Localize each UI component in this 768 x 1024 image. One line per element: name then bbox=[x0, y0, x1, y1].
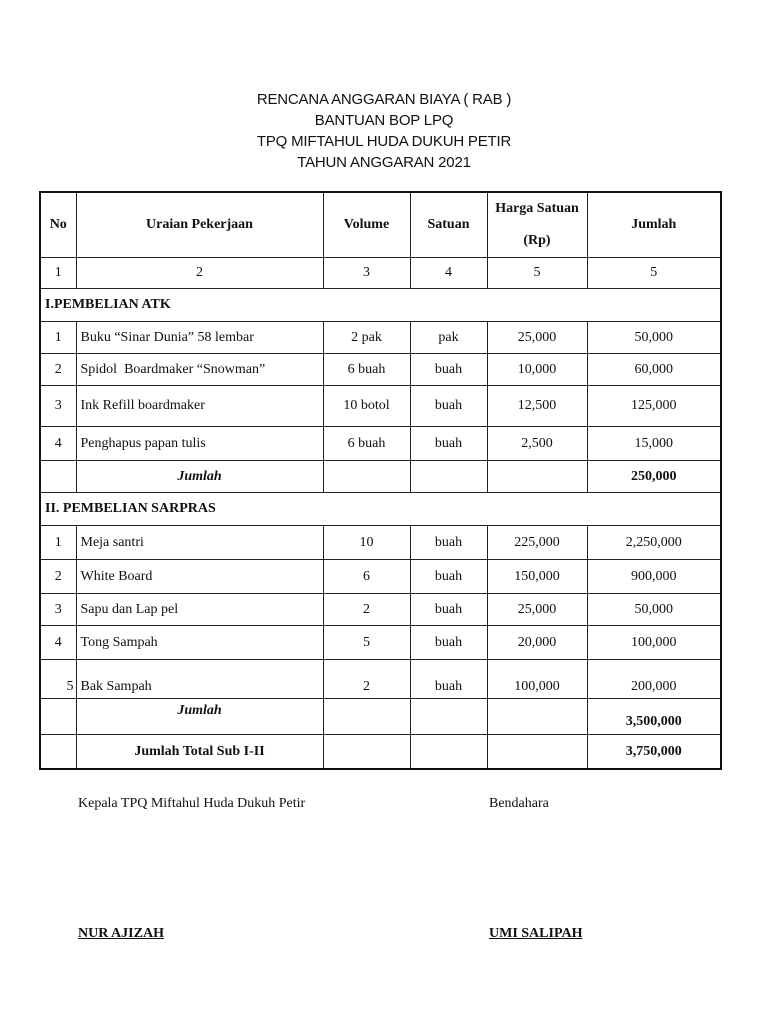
table-row bbox=[40, 427, 721, 461]
cell-jumlah: 2,250,000 bbox=[587, 526, 721, 560]
col-header-harga-line1: Harga Satuan bbox=[495, 201, 579, 216]
cell-jumlah: 125,000 bbox=[587, 386, 721, 427]
cell-satuan: buah bbox=[410, 626, 487, 660]
cell-jumlah: 900,000 bbox=[587, 560, 721, 594]
cell-volume: 5 bbox=[323, 626, 410, 660]
table-header-row bbox=[40, 192, 721, 258]
cell-no: 1 bbox=[40, 322, 76, 354]
cell-satuan: buah bbox=[410, 660, 487, 699]
cell-uraian: Penghapus papan tulis bbox=[76, 427, 323, 461]
cell-jumlah: 50,000 bbox=[587, 322, 721, 354]
cell-uraian: Sapu dan Lap pel bbox=[76, 594, 323, 626]
cell-jumlah: 100,000 bbox=[587, 626, 721, 660]
cell-harga: 225,000 bbox=[487, 526, 587, 560]
cell-uraian: Buku “Sinar Dunia” 58 lembar bbox=[76, 322, 323, 354]
cell-empty bbox=[487, 699, 587, 735]
cell-jumlah: 200,000 bbox=[587, 660, 721, 699]
grand-total-label: Jumlah Total Sub I-II bbox=[76, 735, 323, 770]
title-line-1: RENCANA ANGGARAN BIAYA ( RAB ) bbox=[256, 91, 512, 108]
col-header-jumlah: Jumlah bbox=[587, 192, 721, 258]
cell-no: 3 bbox=[40, 386, 76, 427]
subtotal-value: 250,000 bbox=[587, 461, 721, 493]
cell-uraian: Tong Sampah bbox=[76, 626, 323, 660]
title-line-4: TAHUN ANGGARAN 2021 bbox=[297, 154, 471, 171]
section-title: I.PEMBELIAN ATK bbox=[40, 289, 721, 322]
table-row bbox=[40, 322, 721, 354]
cell-harga: 25,000 bbox=[487, 594, 587, 626]
cell-uraian: Ink Refill boardmaker bbox=[76, 386, 323, 427]
cell-empty bbox=[40, 735, 76, 770]
signature-left-name: NUR AJIZAH bbox=[78, 926, 164, 941]
cell-empty bbox=[323, 461, 410, 493]
col-header-uraian: Uraian Pekerjaan bbox=[76, 192, 323, 258]
cell-volume: 6 buah bbox=[323, 354, 410, 386]
subtotal-value: 3,500,000 bbox=[587, 699, 721, 735]
cell-volume: 6 buah bbox=[323, 427, 410, 461]
subtotal-row-atk bbox=[40, 461, 721, 493]
subtotal-row-sarpras bbox=[40, 699, 721, 735]
cell-satuan: pak bbox=[410, 322, 487, 354]
cell-satuan: buah bbox=[410, 386, 487, 427]
cell-empty bbox=[410, 699, 487, 735]
cell-empty bbox=[323, 699, 410, 735]
grand-total-row bbox=[40, 735, 721, 770]
cell-satuan: buah bbox=[410, 560, 487, 594]
cell-volume: 2 bbox=[323, 660, 410, 699]
cell-volume: 2 bbox=[323, 594, 410, 626]
budget-table bbox=[39, 191, 722, 770]
cell-volume: 2 pak bbox=[323, 322, 410, 354]
cell-uraian: Spidol Boardmaker “Snowman” bbox=[76, 354, 323, 386]
col-header-harga bbox=[487, 192, 587, 258]
cell-uraian: Bak Sampah bbox=[76, 660, 323, 699]
cell-harga: 100,000 bbox=[487, 660, 587, 699]
cell-empty bbox=[410, 461, 487, 493]
cell-satuan: buah bbox=[410, 526, 487, 560]
table-row bbox=[40, 594, 721, 626]
cell-empty bbox=[40, 461, 76, 493]
cell-harga: 10,000 bbox=[487, 354, 587, 386]
cell-no: 4 bbox=[40, 427, 76, 461]
table-row bbox=[40, 526, 721, 560]
cell-satuan: buah bbox=[410, 594, 487, 626]
cell-jumlah: 50,000 bbox=[587, 594, 721, 626]
table-row bbox=[40, 660, 721, 699]
cell-no: 3 bbox=[40, 594, 76, 626]
col-number: 2 bbox=[76, 258, 323, 289]
subtotal-label: Jumlah bbox=[76, 699, 323, 735]
table-row bbox=[40, 560, 721, 594]
cell-uraian: White Board bbox=[76, 560, 323, 594]
cell-harga: 150,000 bbox=[487, 560, 587, 594]
signature-right-name: UMI SALIPAH bbox=[489, 926, 583, 941]
document-title bbox=[0, 89, 768, 173]
cell-jumlah: 60,000 bbox=[587, 354, 721, 386]
title-line-3: TPQ MIFTAHUL HUDA DUKUH PETIR bbox=[256, 133, 512, 150]
cell-empty bbox=[410, 735, 487, 770]
cell-harga: 20,000 bbox=[487, 626, 587, 660]
col-header-no: No bbox=[40, 192, 76, 258]
cell-harga: 25,000 bbox=[487, 322, 587, 354]
col-header-volume: Volume bbox=[323, 192, 410, 258]
table-row bbox=[40, 626, 721, 660]
cell-uraian: Meja santri bbox=[76, 526, 323, 560]
col-number: 4 bbox=[410, 258, 487, 289]
table-row bbox=[40, 386, 721, 427]
cell-satuan: buah bbox=[410, 354, 487, 386]
cell-volume: 10 bbox=[323, 526, 410, 560]
subtotal-label: Jumlah bbox=[76, 461, 323, 493]
section-header-atk bbox=[40, 289, 721, 322]
col-number: 1 bbox=[40, 258, 76, 289]
cell-volume: 10 botol bbox=[323, 386, 410, 427]
cell-empty bbox=[40, 699, 76, 735]
column-number-row bbox=[40, 258, 721, 289]
section-title: II. PEMBELIAN SARPRAS bbox=[40, 493, 721, 526]
col-number: 3 bbox=[323, 258, 410, 289]
cell-no: 4 bbox=[40, 626, 76, 660]
cell-no: 2 bbox=[40, 560, 76, 594]
col-header-harga-line2: (Rp) bbox=[523, 233, 551, 248]
table-row bbox=[40, 354, 721, 386]
cell-harga: 12,500 bbox=[487, 386, 587, 427]
cell-jumlah: 15,000 bbox=[587, 427, 721, 461]
col-number: 5 bbox=[487, 258, 587, 289]
cell-no: 2 bbox=[40, 354, 76, 386]
cell-harga: 2,500 bbox=[487, 427, 587, 461]
cell-empty bbox=[487, 735, 587, 770]
cell-volume: 6 bbox=[323, 560, 410, 594]
cell-empty bbox=[323, 735, 410, 770]
cell-empty bbox=[487, 461, 587, 493]
cell-satuan: buah bbox=[410, 427, 487, 461]
cell-no: 5 bbox=[40, 660, 76, 699]
cell-no: 1 bbox=[40, 526, 76, 560]
grand-total-value: 3,750,000 bbox=[587, 735, 721, 770]
section-header-sarpras bbox=[40, 493, 721, 526]
signature-left-title: Kepala TPQ Miftahul Huda Dukuh Petir bbox=[78, 796, 306, 811]
col-header-satuan: Satuan bbox=[410, 192, 487, 258]
title-line-2: BANTUAN BOP LPQ bbox=[314, 112, 454, 129]
col-number: 5 bbox=[587, 258, 721, 289]
signature-right-title: Bendahara bbox=[489, 796, 549, 811]
